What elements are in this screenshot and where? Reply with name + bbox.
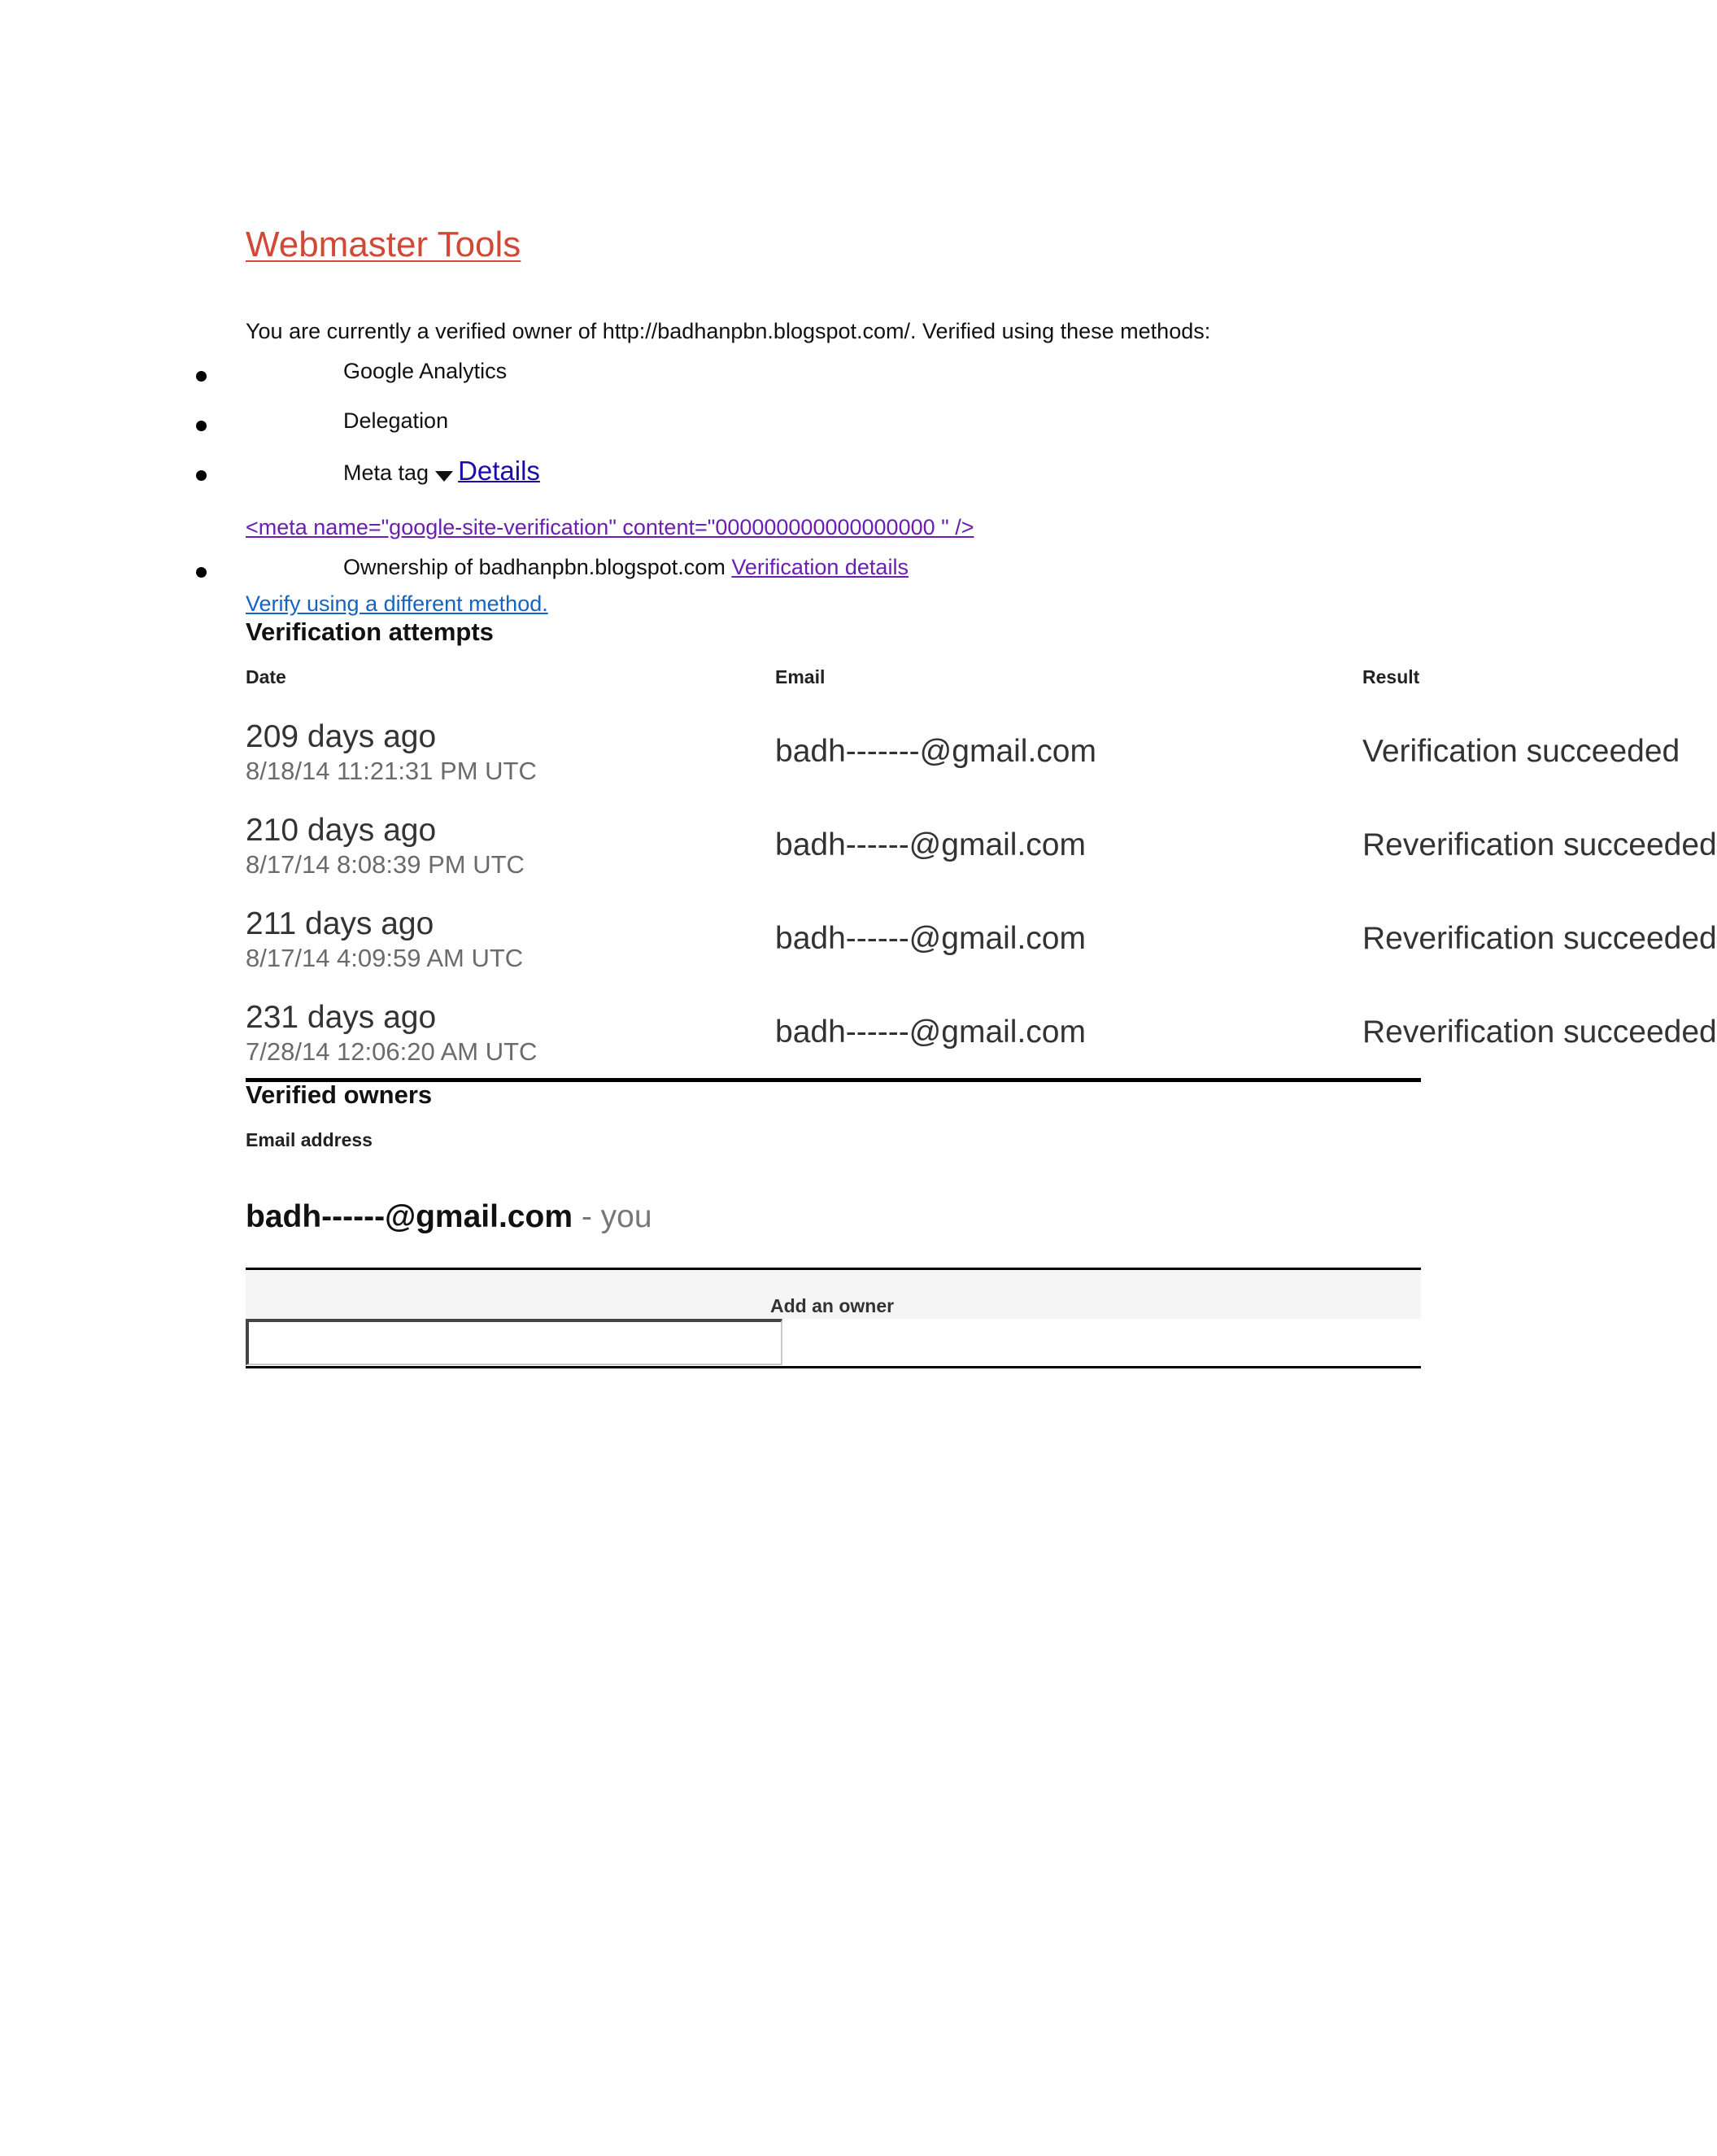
method-google-analytics: Google Analytics [343,359,508,383]
method-delegation: Delegation [343,408,449,433]
method-ownership [343,555,909,580]
bullet-dot-icon [196,567,207,578]
verification-details-link[interactable]: Verification details [731,555,909,579]
attempt-email: badh------@gmail.com [775,1015,1086,1050]
add-owner-label: Add an owner [770,1295,895,1316]
attempt-result: Verification succeeded [1362,734,1680,769]
verify-different-method-link[interactable]: Verify using a different method. [246,591,548,616]
column-header-email: Email [775,666,826,687]
attempt-days-ago: 209 days ago [246,719,437,754]
attempt-email: badh------@gmail.com [775,921,1086,956]
ownership-text: Ownership of badhanpbn.blogspot.com [343,555,726,579]
attempt-result: Reverification succeeded [1362,921,1717,956]
owner-you-label: - you [573,1199,652,1234]
bullet-dot-icon [196,421,207,431]
attempt-days-ago: 210 days ago [246,813,437,848]
attempt-email: badh-------@gmail.com [775,734,1096,769]
verification-attempts-heading: Verification attempts [246,618,494,646]
meta-tag-label: Meta tag [343,460,429,485]
owner-email: badh------@gmail.com [246,1199,573,1234]
verified-owner-intro: You are currently a verified owner of http://badhanpbn.blogspot.com/. Verified using these methods: [246,319,1211,343]
owner-row [246,1199,652,1235]
webmaster-tools-title-link[interactable]: Webmaster Tools [246,225,521,264]
attempt-timestamp: 8/17/14 8:08:39 PM UTC [246,850,525,879]
attempt-result: Reverification succeeded [1362,827,1717,862]
method-meta-tag [343,456,540,487]
add-owner-bottom-divider [246,1366,1421,1368]
meta-tag-code-link[interactable]: <meta name="google-site-verification" content="000000000000000000 " /> [246,515,974,539]
column-header-result: Result [1362,666,1420,687]
attempt-days-ago: 211 days ago [246,906,434,941]
attempt-days-ago: 231 days ago [246,1000,437,1035]
bullet-dot-icon [196,470,207,481]
column-header-date: Date [246,666,286,687]
caret-down-icon[interactable] [435,471,453,482]
attempt-timestamp: 8/17/14 4:09:59 AM UTC [246,944,524,972]
verified-owners-heading: Verified owners [246,1080,433,1109]
column-header-email-address: Email address [246,1129,373,1150]
attempt-email: badh------@gmail.com [775,827,1086,862]
bullet-dot-icon [196,371,207,382]
attempt-result: Reverification succeeded [1362,1015,1717,1050]
attempt-timestamp: 8/18/14 11:21:31 PM UTC [246,757,537,785]
details-link[interactable]: Details [458,456,540,486]
add-owner-input[interactable] [246,1319,782,1365]
attempt-timestamp: 7/28/14 12:06:20 AM UTC [246,1037,538,1066]
